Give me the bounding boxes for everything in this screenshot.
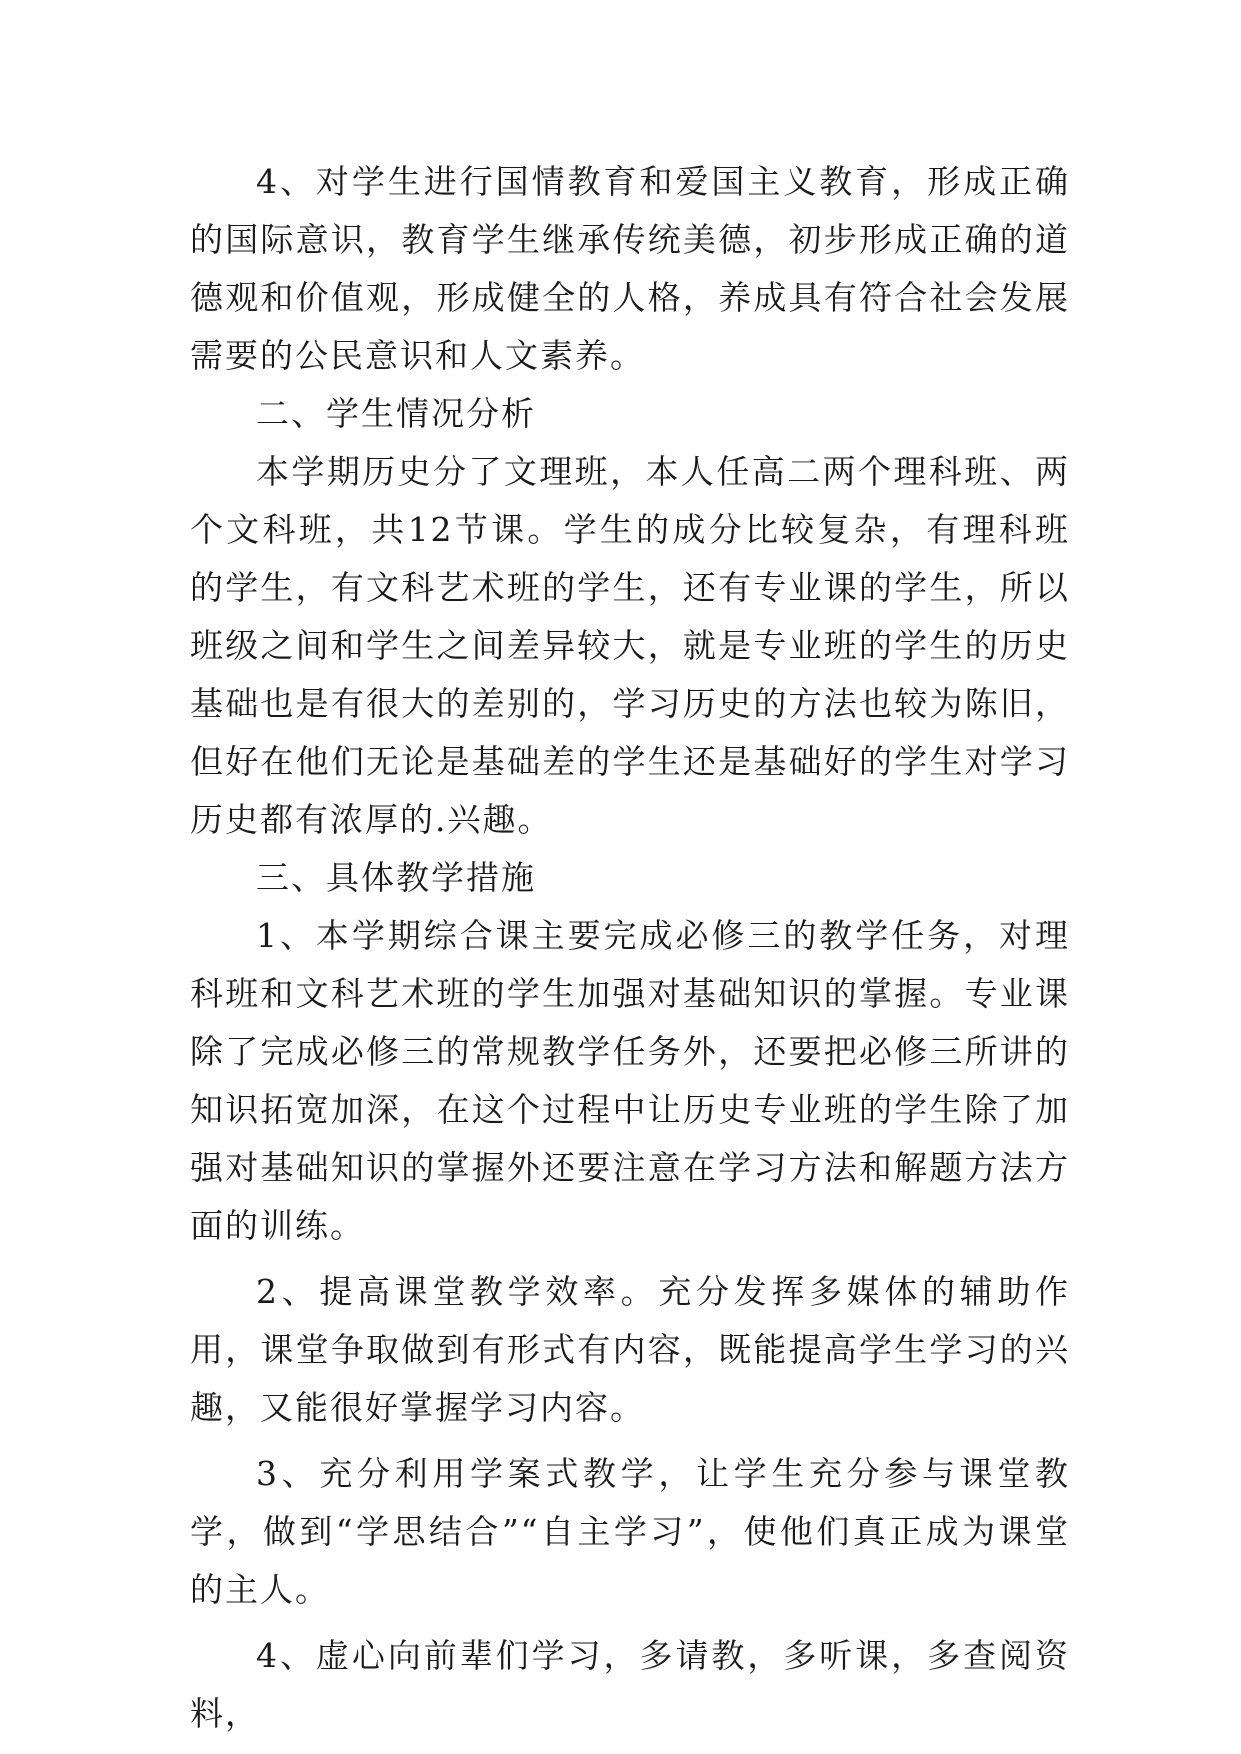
paragraph-gap <box>190 1437 1070 1445</box>
paragraph-measure-2: 2、提高课堂教学效率。充分发挥多媒体的辅助作用，课堂争取做到有形式有内容，既能提高学生学习的兴趣，又能很好掌握学习内容。 <box>190 1272 1070 1427</box>
paragraph-student-analysis: 本学期历史分了文理班，本人任高二两个理科班、两个文科班，共12节课。学生的成分比较复杂，有理科班的学生，有文科艺术班的学生，还有专业课的学生，所以班级之间和学生之间差异较大，就是专业班的学生的历史基础也是有很大的差别的，学习历史的方法也较为陈旧，但好在他们无论是基础差的学生还是基础好的学生对学习历史都有浓厚的.兴趣。 <box>190 452 1070 839</box>
paragraph-measure-3: 3、充分利用学案式教学，让学生充分参与课堂教学，做到“学思结合”“自主学习”，使他们真正成为课堂的主人。 <box>190 1454 1070 1609</box>
section-heading-student-analysis: 二、学生情况分析 <box>256 394 536 433</box>
paragraph-measure-4: 4、虚心向前辈们学习，多请教，多听课，多查阅资料， <box>190 1636 1070 1733</box>
paragraph-gap <box>190 1619 1070 1627</box>
paragraph-civic-education: 4、对学生进行国情教育和爱国主义教育，形成正确的国际意识，教育学生继承传统美德，初步形成正确的道德观和价值观，形成健全的人格，养成具有符合社会发展需要的公民意识和人文素养。 <box>190 162 1070 375</box>
document-body <box>190 153 1070 1743</box>
section-heading-teaching-measures: 三、具体教学措施 <box>256 858 536 897</box>
paragraph-gap <box>190 1255 1070 1263</box>
paragraph-measure-1: 1、本学期综合课主要完成必修三的教学任务，对理科班和文科艺术班的学生加强对基础知识的掌握。专业课除了完成必修三的常规教学任务外，还要把必修三所讲的知识拓宽加深，在这个过程中让历史专业班的学生除了加强对基础知识的掌握外还要注意在学习方法和解题方法方面的训练。 <box>190 916 1070 1245</box>
